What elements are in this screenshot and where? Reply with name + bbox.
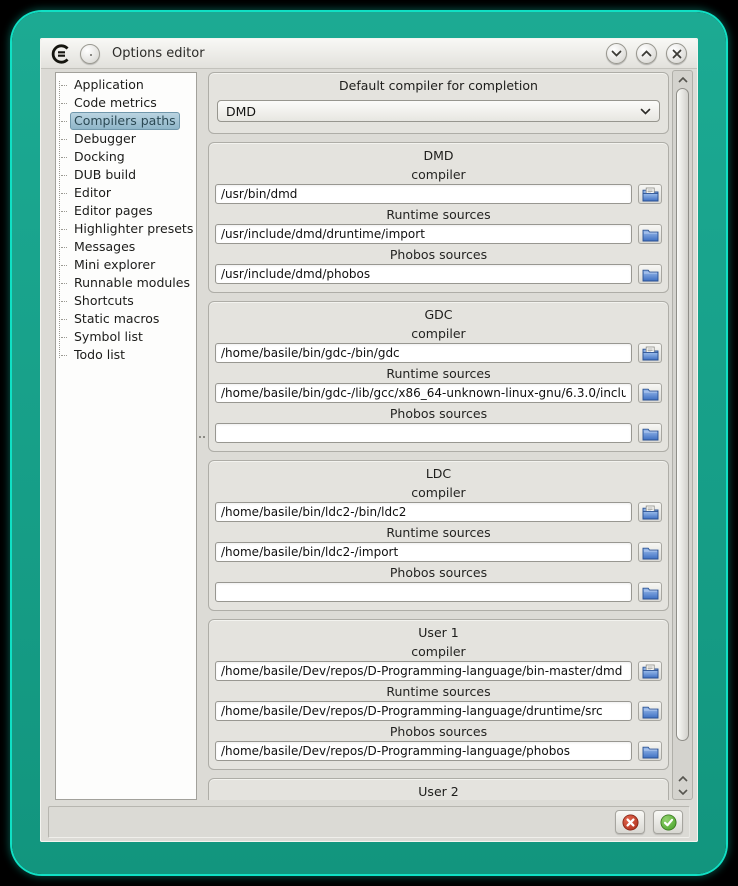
sidebar-list xyxy=(56,76,196,364)
sidebar-item-label: Symbol list xyxy=(74,329,143,344)
category-list xyxy=(55,72,197,800)
sidebar-item-static-macros[interactable] xyxy=(61,310,196,328)
sidebar-item-label: Editor xyxy=(74,185,111,200)
titlebar[interactable] xyxy=(41,39,697,69)
path-field xyxy=(215,563,662,602)
sidebar-item-label: Docking xyxy=(74,149,125,164)
chevron-down-icon xyxy=(640,108,651,115)
path-field-row xyxy=(215,423,662,443)
path-field-row xyxy=(215,701,662,721)
path-field-label: compiler xyxy=(411,485,466,500)
folder-icon xyxy=(642,426,659,441)
sidebar-item-mini-explorer[interactable] xyxy=(61,256,196,274)
sidebar-item-symbol-list[interactable] xyxy=(61,328,196,346)
compilers-paths-panel xyxy=(207,70,670,800)
path-input[interactable] xyxy=(215,701,632,721)
sidebar-item-editor[interactable] xyxy=(61,184,196,202)
compiler-groups-host xyxy=(207,142,670,800)
chevron-down-icon xyxy=(611,50,622,57)
compiler-group-title: LDC xyxy=(425,466,452,481)
chevron-up-icon xyxy=(678,776,688,782)
close-x-icon xyxy=(672,49,682,59)
sidebar-item-todo-list[interactable] xyxy=(61,346,196,364)
default-compiler-group-title: Default compiler for completion xyxy=(339,78,538,93)
sidebar-item-dub-build[interactable] xyxy=(61,166,196,184)
sidebar-item-label: Runnable modules xyxy=(74,275,190,290)
path-field-label: Phobos sources xyxy=(389,565,488,580)
options-editor-window xyxy=(40,38,698,842)
compiler-group-dmd xyxy=(208,142,669,293)
path-field-label: Phobos sources xyxy=(389,247,488,262)
path-input[interactable] xyxy=(215,383,632,403)
vertical-scrollbar[interactable] xyxy=(672,70,693,800)
shade-button[interactable] xyxy=(606,43,627,64)
compiler-group-user-1 xyxy=(208,619,669,770)
path-field-label: compiler xyxy=(411,644,466,659)
path-field-row xyxy=(215,741,662,761)
sidebar-item-code-metrics[interactable] xyxy=(61,94,196,112)
default-compiler-group xyxy=(208,72,669,134)
coedit-logo-icon xyxy=(51,44,71,64)
path-input[interactable] xyxy=(215,741,632,761)
default-compiler-select[interactable] xyxy=(217,100,660,122)
path-field-row xyxy=(215,343,662,363)
accept-button[interactable] xyxy=(653,810,683,834)
splitter-handle[interactable] xyxy=(197,72,207,800)
path-field-row xyxy=(215,264,662,284)
sidebar-item-label: Code metrics xyxy=(74,95,157,110)
path-field xyxy=(215,404,662,443)
scroll-up-button-bottom[interactable] xyxy=(674,772,691,785)
browse-button[interactable] xyxy=(638,502,662,522)
folder-icon xyxy=(642,744,659,759)
compiler-group-title: GDC xyxy=(424,307,453,322)
path-field-label: Runtime sources xyxy=(386,525,491,540)
sidebar-item-compilers-paths[interactable] xyxy=(61,112,196,130)
path-field-label: compiler xyxy=(411,326,466,341)
path-field xyxy=(215,324,662,363)
sidebar-item-application[interactable] xyxy=(61,76,196,94)
cancel-button[interactable] xyxy=(615,810,645,834)
path-field xyxy=(215,364,662,403)
path-field-row xyxy=(215,542,662,562)
close-button[interactable] xyxy=(666,43,687,64)
scroll-up-button[interactable] xyxy=(674,73,691,86)
sidebar-item-label: Compilers paths xyxy=(70,112,180,130)
compiler-group-title: DMD xyxy=(423,148,454,163)
chevron-up-icon xyxy=(641,50,652,57)
path-field-label: Runtime sources xyxy=(386,684,491,699)
sidebar-item-label: Application xyxy=(74,77,144,92)
path-field-label: Runtime sources xyxy=(386,366,491,381)
path-input[interactable] xyxy=(215,542,632,562)
browse-button[interactable] xyxy=(638,383,662,403)
sidebar-item-label: Todo list xyxy=(74,347,126,362)
sidebar-item-label: DUB build xyxy=(74,167,137,182)
path-field xyxy=(215,205,662,244)
browse-button[interactable] xyxy=(638,184,662,204)
sidebar-item-messages[interactable] xyxy=(61,238,196,256)
folder-icon xyxy=(642,585,659,600)
sidebar-item-label: Static macros xyxy=(74,311,160,326)
folder-icon xyxy=(642,704,659,719)
sidebar-item-docking[interactable] xyxy=(61,148,196,166)
scrollbar-thumb[interactable] xyxy=(676,88,689,741)
compiler-group-ldc xyxy=(208,460,669,611)
open-file-icon xyxy=(642,187,659,202)
path-input[interactable] xyxy=(215,582,632,602)
browse-button[interactable] xyxy=(638,343,662,363)
browse-button[interactable] xyxy=(638,264,662,284)
sidebar-item-shortcuts[interactable] xyxy=(61,292,196,310)
sidebar-item-runnable-modules[interactable] xyxy=(61,274,196,292)
accept-check-icon xyxy=(660,814,677,831)
open-file-icon xyxy=(642,346,659,361)
folder-icon xyxy=(642,545,659,560)
compiler-group-gdc xyxy=(208,301,669,452)
sidebar-item-label: Messages xyxy=(74,239,136,254)
path-field xyxy=(215,523,662,562)
path-field-label: compiler xyxy=(411,167,466,182)
open-file-icon xyxy=(642,505,659,520)
default-compiler-value: DMD xyxy=(226,103,257,119)
window-menu-button[interactable] xyxy=(80,44,100,64)
path-field xyxy=(215,642,662,681)
sidebar-item-editor-pages[interactable] xyxy=(61,202,196,220)
folder-icon xyxy=(642,386,659,401)
path-field-row xyxy=(215,582,662,602)
folder-icon xyxy=(642,227,659,242)
browse-button[interactable] xyxy=(638,661,662,681)
path-field xyxy=(215,483,662,522)
path-field xyxy=(215,722,662,761)
path-field xyxy=(215,165,662,204)
chevron-up-icon xyxy=(678,77,688,83)
path-field-row xyxy=(215,661,662,681)
path-input[interactable] xyxy=(215,661,632,681)
path-field-label: Runtime sources xyxy=(386,207,491,222)
sidebar-item-label: Mini explorer xyxy=(74,257,156,272)
path-field-row xyxy=(215,184,662,204)
sidebar-item-label: Debugger xyxy=(74,131,136,146)
path-field-label: Phobos sources xyxy=(389,406,488,421)
path-input[interactable] xyxy=(215,502,632,522)
open-file-icon xyxy=(642,664,659,679)
cancel-x-icon xyxy=(622,814,639,831)
browse-button[interactable] xyxy=(638,741,662,761)
dialog-footer xyxy=(48,806,690,838)
scroll-down-button[interactable] xyxy=(674,785,691,798)
browse-button[interactable] xyxy=(638,423,662,443)
path-field xyxy=(215,245,662,284)
window-title: Options editor xyxy=(112,46,205,61)
path-field xyxy=(215,682,662,721)
compiler-group-title: User 1 xyxy=(418,625,459,640)
window-frame xyxy=(12,12,726,874)
path-field-label: Phobos sources xyxy=(389,724,488,739)
sidebar-item-label: Shortcuts xyxy=(74,293,134,308)
folder-icon xyxy=(642,267,659,282)
browse-button[interactable] xyxy=(638,542,662,562)
sidebar-item-label: Editor pages xyxy=(74,203,153,218)
browse-button[interactable] xyxy=(638,582,662,602)
chevron-down-icon xyxy=(678,789,688,795)
path-field-row xyxy=(215,502,662,522)
sidebar-item-debugger[interactable] xyxy=(61,130,196,148)
path-input[interactable] xyxy=(215,264,632,284)
compiler-group-title: User 2 xyxy=(418,784,459,799)
compiler-group-user-2 xyxy=(208,778,669,800)
sidebar-item-label: Highlighter presets xyxy=(74,221,194,236)
path-input[interactable] xyxy=(215,343,632,363)
sidebar-item-highlighter-presets[interactable] xyxy=(61,220,196,238)
path-field-row xyxy=(215,383,662,403)
browse-button[interactable] xyxy=(638,224,662,244)
browse-button[interactable] xyxy=(638,701,662,721)
path-input[interactable] xyxy=(215,184,632,204)
path-input[interactable] xyxy=(215,224,632,244)
path-field-row xyxy=(215,224,662,244)
path-input[interactable] xyxy=(215,423,632,443)
unshade-button[interactable] xyxy=(636,43,657,64)
